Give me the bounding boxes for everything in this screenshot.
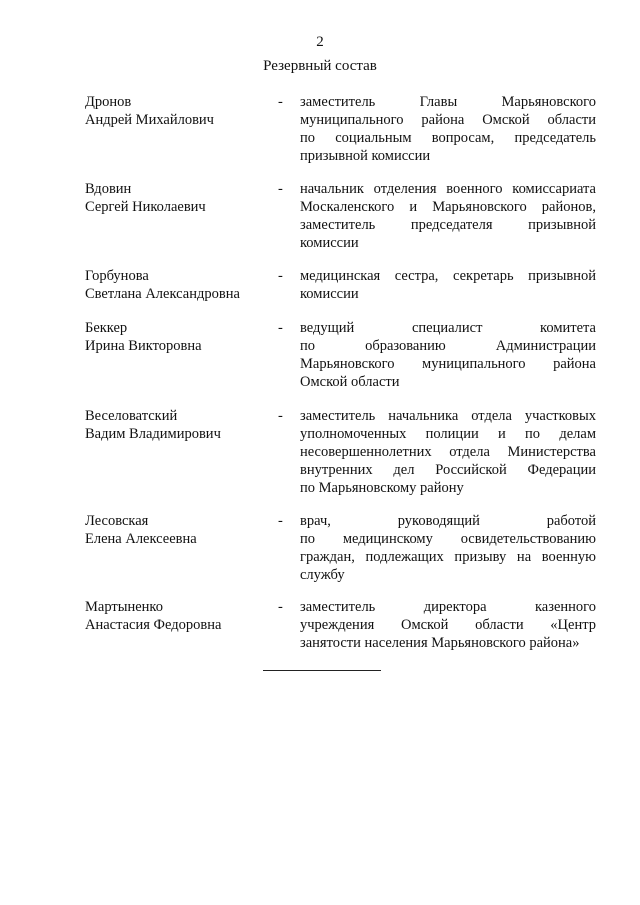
role-line: комиссии: [300, 286, 359, 302]
role-line: по образованию Администрации: [300, 338, 596, 354]
dash-separator: -: [278, 320, 283, 336]
member-surname: Вдовин: [85, 181, 132, 197]
role-line: уполномоченных полиции и по делам: [300, 426, 596, 442]
role-line: призывной комиссии: [300, 148, 431, 164]
dash-separator: -: [278, 599, 283, 615]
role-line: заместитель директора казенного: [300, 599, 596, 615]
member-name: [85, 319, 275, 355]
role-line: начальник отделения военного комиссариата: [300, 181, 596, 197]
member-given-names: Вадим Владимирович: [85, 426, 221, 442]
page-number: 2: [316, 34, 324, 50]
member-name: [85, 512, 275, 548]
member-surname: Горбунова: [85, 268, 149, 284]
dash-separator: -: [278, 268, 283, 284]
member-surname: Лесовская: [85, 513, 149, 529]
role-line: Омской области: [300, 374, 400, 390]
role-line: врач, руководящий работой: [300, 513, 596, 529]
member-given-names: Андрей Михайлович: [85, 112, 214, 128]
role-line: муниципального района Омской области: [300, 112, 596, 128]
role-line: занятости населения Марьяновского района»: [300, 635, 580, 651]
member-given-names: Ирина Викторовна: [85, 338, 202, 354]
role-line: заместитель начальника отдела участковых: [300, 408, 596, 424]
member-role: [300, 407, 596, 497]
role-line: по медицинскому освидетельствованию: [300, 531, 596, 547]
dash-separator: -: [278, 513, 283, 529]
role-line: заместитель председателя призывной: [300, 217, 596, 233]
section-title: Резервный состав: [263, 58, 377, 74]
role-line: ведущий специалист комитета: [300, 320, 596, 336]
role-line: Марьяновского муниципального района: [300, 356, 596, 372]
member-surname: Дронов: [85, 94, 132, 110]
member-role: [300, 267, 596, 303]
dash-separator: -: [278, 181, 283, 197]
member-surname: Веселоватский: [85, 408, 178, 424]
role-line: по Марьяновскому району: [300, 480, 464, 496]
member-name: [85, 180, 275, 216]
member-given-names: Елена Алексеевна: [85, 531, 197, 547]
role-line: медицинская сестра, секретарь призывной: [300, 268, 596, 284]
member-role: [300, 93, 596, 165]
member-surname: Мартыненко: [85, 599, 163, 615]
member-surname: Беккер: [85, 320, 128, 336]
member-name: [85, 407, 275, 443]
member-role: [300, 512, 596, 584]
member-role: [300, 598, 596, 652]
dash-separator: -: [278, 408, 283, 424]
role-line: внутренних дел Российской Федерации: [300, 462, 596, 478]
role-line: по социальным вопросам, председатель: [300, 130, 596, 146]
role-line: учреждения Омской области «Центр: [300, 617, 596, 633]
member-given-names: Сергей Николаевич: [85, 199, 206, 215]
dash-separator: -: [278, 94, 283, 110]
role-line: Москаленского и Марьяновского районов,: [300, 199, 596, 215]
role-line: несовершеннолетних отдела Министерства: [300, 444, 596, 460]
member-name: [85, 93, 275, 129]
role-line: граждан, подлежащих призыву на военную: [300, 549, 596, 565]
role-line: комиссии: [300, 235, 359, 251]
member-role: [300, 319, 596, 391]
member-name: [85, 267, 275, 303]
role-line: службу: [300, 567, 345, 583]
member-given-names: Светлана Александровна: [85, 286, 240, 302]
role-line: заместитель Главы Марьяновского: [300, 94, 596, 110]
member-name: [85, 598, 275, 634]
member-given-names: Анастасия Федоровна: [85, 617, 222, 633]
member-role: [300, 180, 596, 252]
end-of-list-rule: [263, 670, 381, 671]
